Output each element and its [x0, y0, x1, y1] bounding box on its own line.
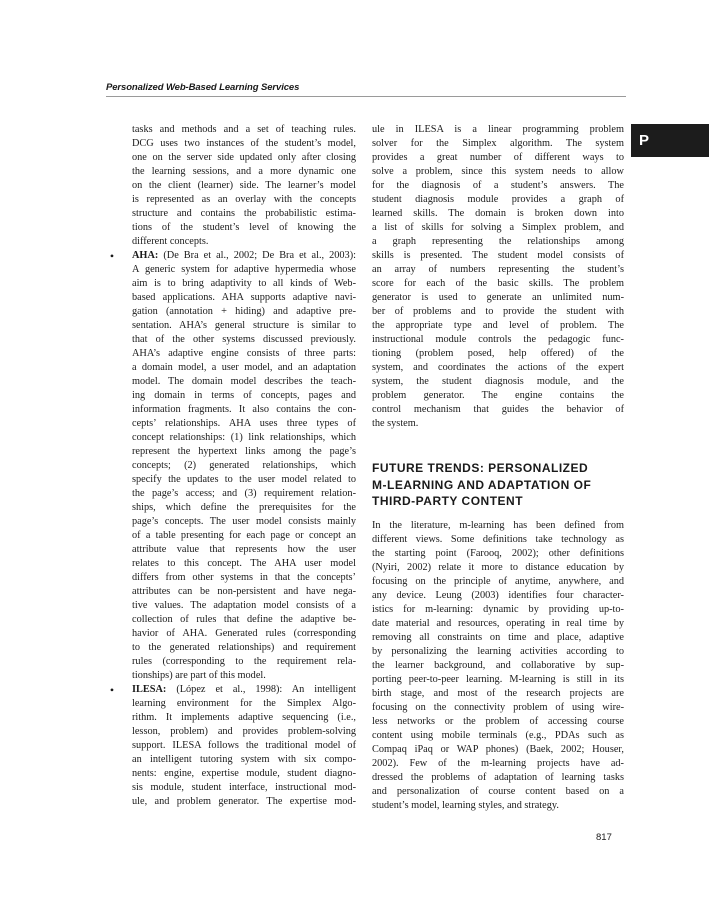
text-line: focusing on the principle of anytime, anywhere, and — [372, 576, 624, 587]
text-line: concepts; (2) generated relationships, which — [132, 460, 356, 471]
text-line: student diagnosis module provides a graph of — [372, 194, 624, 205]
heading-line: FUTURE TRENDS: PERSONALIZED — [372, 461, 589, 475]
text-line: collection of rules that define the adaptive be- — [132, 614, 356, 625]
text-line: the appropriate type and level of problem. The — [372, 320, 624, 331]
bullet-first-line — [132, 249, 356, 263]
text-line: rithm. It implements adaptive sequencing (i.e., — [132, 712, 356, 723]
bullet-item-ilesa — [106, 683, 356, 809]
left-continuation — [106, 123, 356, 249]
bullet-item-aha — [106, 249, 356, 683]
bullet-label: AHA: — [132, 250, 159, 261]
text-line: specify the updates to the user model related to — [132, 474, 356, 485]
text-line: In the literature, m-learning has been defined from — [372, 520, 624, 531]
text-line: lesson, problem) and provides problem-solving — [132, 726, 356, 737]
text-line: (Nyiri, 2002) relate it more to distance education by — [372, 562, 624, 573]
text-line: differs from other systems in that the concepts’ — [132, 572, 356, 583]
text-line: a list of skills for solving a Simplex problem, and — [372, 222, 624, 233]
page-number: 817 — [596, 832, 612, 843]
text-line: to the generated relationships) and requirement — [132, 642, 356, 653]
text-line: generator is used to generate an unlimited num- — [372, 292, 624, 303]
text-line: birth stage, and most of the research projects are — [372, 688, 624, 699]
text-line: and personalization of course content based on a — [372, 786, 624, 797]
section-body — [372, 519, 624, 813]
left-column — [106, 123, 356, 809]
text-line: ule in ILESA is a linear programming problem — [372, 124, 624, 135]
text-line: gation (annotation + hiding) and adaptive pre- — [132, 306, 356, 317]
running-header: Personalized Web-Based Learning Services — [106, 82, 300, 93]
text-line: for the diagnosis of a student’s answers. The — [372, 180, 624, 191]
text-line: problem generator. The engine contains the — [372, 390, 624, 401]
text-line: tasks and methods and a set of teaching rules. — [132, 124, 356, 135]
text-line: date material and resources, operating in real time by — [372, 618, 624, 629]
text-line: model. The domain model describes the teach- — [132, 376, 356, 387]
text-line: is represented as an overlay with the concepts — [132, 194, 356, 205]
text-line: focusing on the connectivity problem of using wire- — [372, 702, 624, 713]
text-line: an array of numbers representing the student’s — [372, 264, 624, 275]
text-line: a domain model, a user model, and an adaptation — [132, 362, 356, 373]
text-line: dressed the problems of adaptation of learning tasks — [372, 772, 624, 783]
bullet-icon: • — [109, 683, 115, 697]
text-line: score for each of the basic skills. The problem — [372, 278, 624, 289]
text-line: rules (corresponding to the requirement rela- — [132, 656, 356, 667]
text-line: control mechanism that guides the behavior of — [372, 404, 624, 415]
text-line: tive values. The adaptation model consists of a — [132, 600, 356, 611]
text-line: concept relationships: (1) link relationships, which — [132, 432, 356, 443]
text-line: of a table presenting for each page or concept an — [132, 530, 356, 541]
bullet-icon: • — [109, 249, 115, 263]
heading-line: THIRD-PARTY CONTENT — [372, 494, 524, 508]
text-line: ships, which define the prerequisites for the — [132, 502, 356, 513]
text-line: relates to this concept. The AHA user model — [132, 558, 356, 569]
text-line: A generic system for adaptive hypermedia whose — [132, 264, 356, 275]
text-line: AHA’s adaptive engine consists of three parts: — [132, 348, 356, 359]
bullet-first-line-text: (López et al., 1998): An intelligent — [166, 684, 356, 695]
text-line: learning environment for the Simplex Algo- — [132, 698, 356, 709]
text-line: ber of problems and to provide the student with — [372, 306, 624, 317]
text-line: an intelligent tutoring system with six compo- — [132, 754, 356, 765]
header-divider — [106, 96, 626, 97]
text-line: aim is to bring adaptivity to all kinds of Web- — [132, 278, 356, 289]
text-line: the system. — [372, 418, 419, 429]
text-line: structure and contains the probabilistic estima- — [132, 208, 356, 219]
bullet-label: ILESA: — [132, 684, 167, 695]
text-line: solve a problem, since this system needs to allow — [372, 166, 624, 177]
text-line: Compaq iPaq or WAP phones) (Baek, 2002; Houser, — [372, 744, 624, 755]
text-line: attribute value that represents how the user — [132, 544, 356, 555]
text-line: based applications. AHA supports adaptive navi- — [132, 292, 356, 303]
text-line: solver for the Simplex algorithm. The system — [372, 138, 624, 149]
text-line: nents: engine, expertise module, student diagno- — [132, 768, 356, 779]
text-line: instructional module controls the pedagogic func- — [372, 334, 624, 345]
text-line: tionships) are part of this model. — [132, 670, 266, 681]
text-line: learned skills. The domain is broken down into — [372, 208, 624, 219]
text-line: ing domain in terms of concepts, pages and — [132, 390, 356, 401]
text-line: student’s model, learning styles, and strategy. — [372, 800, 559, 811]
text-line: less networks or the problem of accessing course — [372, 716, 624, 727]
bullet-first-line-text: (De Bra et al., 2002; De Bra et al., 2003): — [158, 250, 356, 261]
text-line: the learner background, and collaborative by sup- — [372, 660, 624, 671]
text-line: the learning sessions, and a more dynamic one — [132, 166, 356, 177]
heading-line: M-LEARNING AND ADAPTATION OF — [372, 477, 592, 492]
text-line: different concepts. — [132, 236, 209, 247]
text-line: 2002). Few of the m-learning projects have ad- — [372, 758, 624, 769]
text-line: provides a great number of different ways to — [372, 152, 624, 163]
section-heading — [372, 460, 624, 510]
text-line: any device. Leung (2003) identifies four character- — [372, 590, 624, 601]
text-line: system, and coordinates the actions of the expert — [372, 362, 624, 373]
text-line: represent the hypertext links among the page’s — [132, 446, 356, 457]
text-line: the starting point (Farooq, 2002); other definitions — [372, 548, 624, 559]
text-line: content using mobile terminals (e.g., PDAs such as — [372, 730, 624, 741]
text-line: removing all constraints on time and place, adaptive — [372, 632, 624, 643]
text-line: system, the student diagnosis module, and the — [372, 376, 624, 387]
text-line: different views. Some definitions take technology as — [372, 534, 624, 545]
text-line: skills is presented. The student model consists of — [372, 250, 624, 261]
text-line: ule, and problem generator. The expertise mod- — [132, 796, 356, 807]
text-line: by personalizing the learning activities according to — [372, 646, 624, 657]
text-line: istics for m-learning: dynamic by providing up-to- — [372, 604, 624, 615]
text-line: information fragments. It also contains the con- — [132, 404, 356, 415]
text-line: that of the other systems discussed previously. — [132, 334, 356, 345]
text-line: support. ILESA follows the traditional model of — [132, 740, 356, 751]
text-line: sis module, student interface, instructional mod- — [132, 782, 356, 793]
text-line: porting peer-to-peer learning. M-learning is still in its — [372, 674, 624, 685]
text-line: a graph representing the relationships among — [372, 236, 624, 247]
text-line: cepts’ relationships. AHA uses three types of — [132, 418, 356, 429]
text-line: on the client (learner) side. The learner’s model — [132, 180, 356, 191]
text-line: sentation. AHA’s general structure is similar to — [132, 320, 356, 331]
right-column-top — [372, 123, 624, 431]
text-line: one on the server side updated only after closing — [132, 152, 356, 163]
text-line: the page’s access; and (3) requirement relation- — [132, 488, 356, 499]
section-tab: P — [631, 124, 709, 157]
text-line: tions of the student’s level of knowing the — [132, 222, 356, 233]
text-line: attributes can be non-persistent and have nega- — [132, 586, 356, 597]
text-line: tioning (problem posed, help offered) of the — [372, 348, 624, 359]
text-line: havior of AHA. Generated rules (corresponding — [132, 628, 356, 639]
bullet-first-line — [132, 683, 356, 697]
text-line: page’s concepts. The user model consists mainly — [132, 516, 356, 527]
text-line: DCG uses two instances of the student’s model, — [132, 138, 356, 149]
